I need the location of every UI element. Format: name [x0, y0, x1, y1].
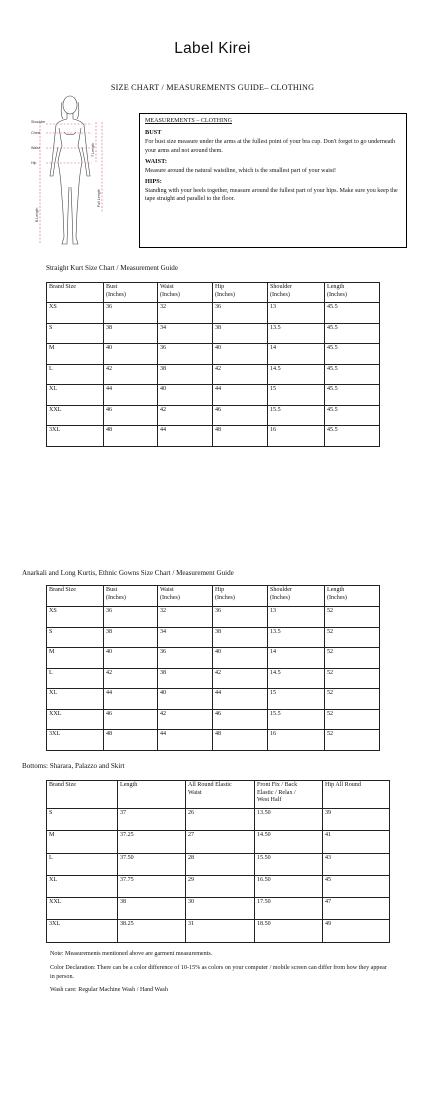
waist-text: Measure around the natural waistline, which is the smallest part of your waist! [145, 167, 337, 174]
table-cell: XL [47, 875, 118, 897]
table-cell: 44 [158, 730, 213, 751]
figure-label-hip: Hip [31, 161, 37, 165]
table-cell: 16 [268, 730, 325, 751]
waist-heading: WAIST: [145, 157, 167, 165]
table-cell: 46 [104, 709, 158, 730]
table-header-cell: Length [118, 781, 186, 809]
anarkali-chart-title: Anarkali and Long Kurtis, Ethnic Gowns Size Chart / Measurement Guide [22, 569, 234, 577]
table-cell: L [47, 364, 104, 385]
table-cell: 48 [104, 426, 158, 447]
figure-label-waist: Waist [31, 146, 40, 150]
table-cell: 14 [268, 344, 325, 365]
table-cell: 26 [186, 809, 255, 831]
table-row [47, 607, 380, 628]
table-row [47, 898, 390, 920]
table-header-row [47, 781, 390, 809]
table-cell: L [47, 853, 118, 875]
table-cell: 32 [158, 303, 213, 324]
table-cell: 37.75 [118, 875, 186, 897]
table-row [47, 627, 380, 648]
table-cell: 37 [118, 809, 186, 831]
table-cell: 42 [104, 668, 158, 689]
table-cell: 44 [104, 689, 158, 710]
bottoms-chart-title: Bottoms: Sharara, Palazzo and Skirt [22, 762, 125, 770]
table-cell: 36 [213, 303, 268, 324]
table-header-cell: Bust (Inches) [104, 586, 158, 607]
table-cell: L [47, 668, 104, 689]
table-header-cell: Hip (Inches) [213, 586, 268, 607]
table-cell: 40 [213, 648, 268, 669]
table-cell: 36 [213, 607, 268, 628]
table-cell: 29 [186, 875, 255, 897]
table-cell: 52 [325, 627, 380, 648]
table-cell: 48 [104, 730, 158, 751]
table-cell: 52 [325, 689, 380, 710]
table-cell: 38 [104, 323, 158, 344]
table-cell: XL [47, 689, 104, 710]
bust-text: For bust size measure under the arms at the fullest point of your bra cup. Don't forget to go underneath your arms and not around them. [145, 139, 396, 154]
table-cell: 14.5 [268, 364, 325, 385]
table-cell: 44 [158, 426, 213, 447]
table-cell: 52 [325, 730, 380, 751]
table-cell: 45.5 [325, 405, 380, 426]
table-cell: XXL [47, 709, 104, 730]
table-cell: XL [47, 385, 104, 406]
table-cell: 37.50 [118, 853, 186, 875]
table-cell: 42 [213, 668, 268, 689]
table-row [47, 364, 380, 385]
hips-heading: HIPS: [145, 178, 162, 185]
table-cell: XXL [47, 405, 104, 426]
table-cell: 40 [104, 648, 158, 669]
table-header-cell: Hip All Round [323, 781, 390, 809]
body-measurement-figure [30, 92, 110, 258]
measurements-box [139, 113, 407, 248]
table-cell: 15 [268, 689, 325, 710]
table-cell: XS [47, 303, 104, 324]
table-cell: M [47, 648, 104, 669]
table-cell: 46 [213, 709, 268, 730]
table-cell: 34 [158, 323, 213, 344]
figure-label-t-length: T Length [91, 142, 95, 157]
table-cell: 13.50 [255, 809, 323, 831]
table-cell: 40 [104, 344, 158, 365]
table-cell: 16.50 [255, 875, 323, 897]
table-cell: 30 [186, 898, 255, 920]
table-row [47, 875, 390, 897]
table-cell: 16 [268, 426, 325, 447]
document-title: SIZE CHART / MEASUREMENTS GUIDE– CLOTHING [110, 83, 315, 92]
table-cell: 45.5 [325, 385, 380, 406]
table-row [47, 668, 380, 689]
table-row [47, 853, 390, 875]
table-cell: 36 [104, 303, 158, 324]
table-cell: 31 [186, 920, 255, 942]
bottoms-size-table [46, 780, 390, 943]
table-cell: 39 [323, 809, 390, 831]
table-cell: S [47, 627, 104, 648]
figure-label-b-length: B Length [35, 207, 39, 222]
table-row [47, 920, 390, 942]
anarkali-size-table [46, 585, 380, 751]
table-cell: 32 [158, 607, 213, 628]
table-header-cell: Shoulder (Inches) [268, 586, 325, 607]
kurti-size-table [46, 282, 380, 447]
table-header-cell: Brand Size [47, 586, 104, 607]
table-row [47, 344, 380, 365]
table-cell: 45.5 [325, 344, 380, 365]
table-cell: S [47, 809, 118, 831]
table-cell: 15.50 [255, 853, 323, 875]
table-cell: 14.50 [255, 831, 323, 853]
table-cell: 38 [213, 627, 268, 648]
table-cell: 38 [118, 898, 186, 920]
table-cell: 46 [213, 405, 268, 426]
table-cell: 48 [213, 426, 268, 447]
table-cell: 13.5 [268, 627, 325, 648]
table-cell: 28 [186, 853, 255, 875]
table-cell: 49 [323, 920, 390, 942]
table-cell: 17.50 [255, 898, 323, 920]
table-cell: 34 [158, 627, 213, 648]
table-header-cell: Waist (Inches) [158, 586, 213, 607]
table-row [47, 730, 380, 751]
table-row [47, 426, 380, 447]
table-header-cell: Brand Size [47, 283, 104, 303]
table-cell: 52 [325, 607, 380, 628]
table-cell: M [47, 831, 118, 853]
table-cell: 14 [268, 648, 325, 669]
table-row [47, 648, 380, 669]
table-cell: 45.5 [325, 303, 380, 324]
wash-care: Wash care: Regular Machine Wash / Hand Wash [50, 987, 168, 994]
table-cell: 42 [104, 364, 158, 385]
table-header-cell: Hip (Inches) [213, 283, 268, 303]
table-cell: 45.5 [325, 426, 380, 447]
table-cell: 15 [268, 385, 325, 406]
table-row [47, 303, 380, 324]
table-cell: S [47, 323, 104, 344]
table-cell: 36 [104, 607, 158, 628]
table-header-row [47, 586, 380, 607]
table-row [47, 709, 380, 730]
table-cell: 13 [268, 303, 325, 324]
table-cell: 36 [158, 648, 213, 669]
table-cell: 37.25 [118, 831, 186, 853]
table-cell: 42 [158, 709, 213, 730]
garment-note: Note: Measurements mentioned above are garment measurements. [50, 951, 213, 957]
table-row [47, 689, 380, 710]
table-row [47, 385, 380, 406]
kurti-chart-title: Straight Kurt Size Chart / Measurement Guide [46, 264, 178, 272]
table-cell: 14.5 [268, 668, 325, 689]
table-cell: 38 [213, 323, 268, 344]
bust-heading: BUST [145, 129, 162, 137]
table-cell: 38 [104, 627, 158, 648]
table-cell: 52 [325, 668, 380, 689]
table-cell: 3XL [47, 730, 104, 751]
table-cell: 52 [325, 709, 380, 730]
table-cell: 46 [104, 405, 158, 426]
table-cell: 40 [158, 385, 213, 406]
table-cell: 44 [213, 689, 268, 710]
table-cell: XS [47, 607, 104, 628]
table-cell: 15.5 [268, 405, 325, 426]
table-header-cell: All Round Elastic Waist [186, 781, 255, 809]
table-cell: 43 [323, 853, 390, 875]
table-cell: 42 [158, 405, 213, 426]
table-cell: 18.50 [255, 920, 323, 942]
table-cell: 27 [186, 831, 255, 853]
table-row [47, 405, 380, 426]
table-row [47, 809, 390, 831]
table-cell: 48 [213, 730, 268, 751]
figure-label-full-length: Full Length [97, 189, 101, 207]
table-cell: 13.5 [268, 323, 325, 344]
table-cell: 36 [158, 344, 213, 365]
table-header-cell: Length (Inches) [325, 283, 380, 303]
table-cell: 38 [158, 668, 213, 689]
figure-label-shoulder: Shoulder [31, 120, 46, 124]
table-header-row [47, 283, 380, 303]
table-cell: 52 [325, 648, 380, 669]
table-row [47, 323, 380, 344]
table-cell: XXL [47, 898, 118, 920]
notes-section [50, 950, 390, 1000]
brand-logo: Label Kirei [174, 40, 251, 57]
table-cell: 42 [213, 364, 268, 385]
table-cell: 44 [213, 385, 268, 406]
table-row [47, 831, 390, 853]
color-declaration: Color Declaration: There can be a color difference of 10-15% as colors on your computer / mobile screen can differ from how they appear in person. [50, 964, 387, 980]
table-header-cell: Shoulder (Inches) [268, 283, 325, 303]
table-cell: 45.5 [325, 323, 380, 344]
table-header-cell: Front Fix / Back Elastic / Relax / West Half [255, 781, 323, 809]
table-cell: 3XL [47, 426, 104, 447]
table-header-cell: Bust (Inches) [104, 283, 158, 303]
table-cell: 45 [323, 875, 390, 897]
table-cell: 15.5 [268, 709, 325, 730]
table-cell: M [47, 344, 104, 365]
table-cell: 40 [213, 344, 268, 365]
table-header-cell: Brand Size [47, 781, 118, 809]
table-cell: 44 [104, 385, 158, 406]
table-header-cell: Length (Inches) [325, 586, 380, 607]
table-cell: 40 [158, 689, 213, 710]
table-cell: 41 [323, 831, 390, 853]
table-cell: 38.25 [118, 920, 186, 942]
measurements-heading: MEASUREMENTS – CLOTHING [145, 118, 233, 124]
table-header-cell: Waist (Inches) [158, 283, 213, 303]
table-cell: 3XL [47, 920, 118, 942]
table-cell: 45.5 [325, 364, 380, 385]
hips-text: Standing with your heels together, measure around the fullest part of your hips. Make sure you keep the tape straight and parallel to the floor. [145, 187, 398, 203]
table-cell: 13 [268, 607, 325, 628]
table-cell: 38 [158, 364, 213, 385]
figure-label-chest: Chest [31, 131, 41, 135]
table-cell: 47 [323, 898, 390, 920]
